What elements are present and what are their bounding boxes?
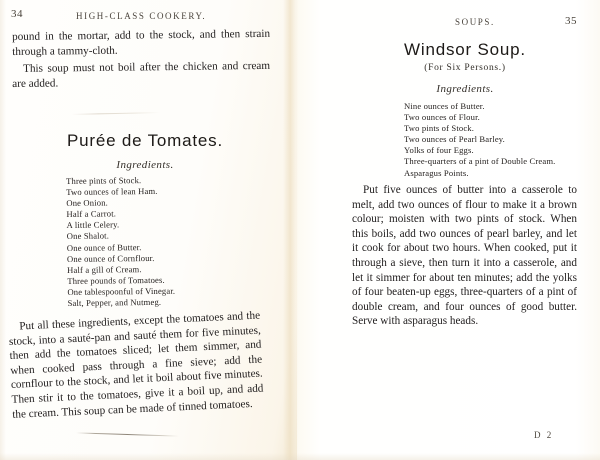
recipe-servings-note: (For Six Persons.) — [424, 63, 506, 73]
list-item: Two ounces of Flour. — [404, 112, 480, 123]
list-item: One ounce of Butter. — [66, 241, 142, 253]
folio-recto: 35 — [565, 15, 577, 27]
list-item: Salt, Pepper, and Nutmeg. — [67, 296, 162, 309]
page-edge-shadow-left — [0, 0, 6, 460]
book-gutter — [283, 0, 299, 460]
list-item: Two ounces of lean Ham. — [66, 185, 158, 198]
recto-method-paragraph: Put five ounces of butter into a casserole to melt, add two ounces of flour to make it a brown colour; moisten with two pints of stock. When this boils, add two ounces of pearl barley, and let it cook for about two hours. When cooked, put it through a sieve, then turn it into a casserole, and let it simmer for about ten minutes; add the yolks of four beaten-up eggs, three-quarters of a pint of double cream, and four ounces of good butter. Serve with asparagus heads. — [352, 184, 577, 328]
list-item: Two pints of Stock. — [404, 123, 475, 134]
verso-method-paragraph: Put all these ingredients, except the tomatoes and the stock, into a sauté-pan and sauté them for five minutes, then add the tomatoes sliced; let them simmer, and when cooked pass through a fine sieve; add the cornflour to the stock, and let it boil about five minutes. Then stir it to the tomatoes, give it a boil up, and add the cream. This soup can be made of tinned tomatoes. — [8, 309, 264, 421]
running-head-verso: HIGH-CLASS COOKERY. — [76, 11, 207, 21]
list-item: One Onion. — [66, 197, 108, 209]
running-head-recto: SOUPS. — [455, 17, 495, 27]
page-edge-shadow-bottom — [0, 453, 600, 460]
ingredients-list-verso — [66, 175, 175, 309]
ingredients-list-recto — [404, 101, 555, 179]
list-item: Two ounces of Pearl Barley. — [404, 134, 505, 145]
verso-note-paragraph: This soup must not boil after the chicken and cream are added. — [12, 59, 271, 90]
ingredients-heading-verso: Ingredients. — [116, 159, 174, 171]
list-item: Half a gill of Cream. — [67, 263, 142, 275]
list-item: Nine ounces of Butter. — [404, 101, 485, 111]
list-item: One ounce of Cornflour. — [66, 252, 155, 264]
recipe-title-windsor-soup: Windsor Soup. — [404, 40, 526, 59]
list-item: A little Celery. — [66, 219, 120, 231]
verso-continued-paragraph: pound in the mortar, add to the stock, and then strain through a tammy-cloth. — [12, 27, 271, 58]
list-item: Yolks of four Eggs. — [404, 145, 474, 156]
list-item: One Shalot. — [66, 230, 110, 242]
list-item: Three pounds of Tomatoes. — [67, 274, 165, 286]
ingredients-heading-recto: Ingredients. — [436, 83, 494, 95]
folio-verso: 34 — [11, 8, 23, 20]
list-item: Asparagus Points. — [404, 167, 469, 178]
list-item: Half a Carrot. — [66, 208, 117, 220]
signature-mark: D 2 — [534, 430, 554, 440]
list-item: Three-quarters of a pint of Double Cream. — [404, 156, 556, 167]
recipe-title-puree-de-tomates: Purée de Tomates. — [67, 131, 223, 150]
list-item: One tablespoonful of Vinegar. — [67, 285, 176, 297]
list-item: Three pints of Stock. — [66, 175, 142, 186]
